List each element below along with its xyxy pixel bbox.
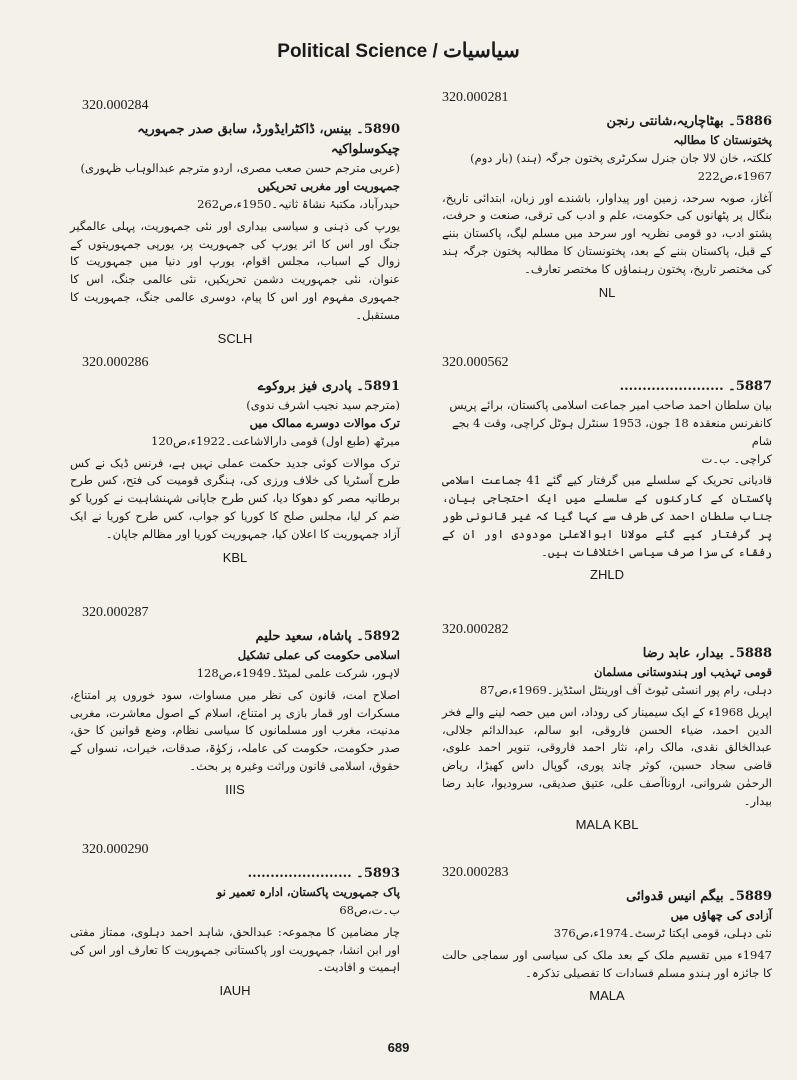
entry-publisher: لاہور، شرکت علمی لمیٹڈ۔1949ء،ص128 xyxy=(196,665,400,680)
entry-title: (مترجم سید نجیب اشرف ندوی) xyxy=(246,398,400,413)
entry-5891 xyxy=(70,355,400,565)
entry-publisher: کراچی۔ ب۔ت xyxy=(701,451,772,466)
library-code: MALA KBL xyxy=(575,816,639,832)
entry-heading: 5891۔ پادری فیز بروکوے xyxy=(257,379,400,394)
entry-publisher: کلکتہ، خان لالا جان جنرل سکرٹری پختون جرگہ (ہند) (بار دوم) xyxy=(470,150,772,165)
entry-5887 xyxy=(442,355,772,582)
entry-heading: 5888۔ بیدار، عابد رضا xyxy=(642,646,772,661)
entry-publisher: ترک موالات دوسرے ممالک میں xyxy=(249,415,400,430)
entry-publisher: دہلی، رام پور انسٹی ٹیوٹ آف اورینٹل اسٹڈیز۔1969ء،ص87 xyxy=(479,682,772,697)
entry-heading: 5893۔ ....................... xyxy=(247,866,400,881)
entry-5889 xyxy=(442,865,772,1003)
entry-title: (عربی مترجم حسن صعب مصری، اردو مترجم عبدالوہاب ظہوری) xyxy=(80,161,400,176)
entry-abstract: آغاز، صوبہ سرحد، زمین اور پیداوار، باشندے اور زبان، ابتدائی تاریخ، بنگال پر پٹھانوں کی حکومت، علم و ادب کی ترقی، صنعت و حرفت، پشتو ادب، دو قومی نظریہ اور سرحد میں مسلم لیگ، پاکستان بننے کے قبل، پاکستان بننے کے بعد، پختونستان کا مطالبہ پختون جرگہ ہند کی مختصر تاریخ، پختون رہنماؤں کا مختصر تعارف۔ xyxy=(442,190,772,276)
entry-year: میرٹھ (طبع اول) قومی دارالاشاعت۔1922ء،ص120 xyxy=(151,433,400,448)
library-code: MALA xyxy=(589,988,625,1004)
entry-heading: 5886۔ بھٹاچاریہ،شانتی رنجن xyxy=(606,114,772,129)
entry-heading: 5890۔ بینس، ڈاکٹرایڈورڈ، سابق صدر جمہوریہ چیکوسلواکیہ xyxy=(137,122,400,158)
entry-abstract: یورپ کی ذہنی و سیاسی بیداری اور نئی جمہوریت، پہلی عالمگیر جنگ اور اس کا اثر یورپ کی جمہوریت پر، یورپی جمہوریتوں کے زوال کے اسباب، مجلس اقوام، یورپ اور دنیا میں جمہوریت کا عنوان، نئی جمہوریت دشمن تحریکیں، نئی عالمی جنگ، اس کا جمہوری مفہوم اور اس کا پیام، دوسری عالمی جنگ، جمہوریت کا مستقبل۔ xyxy=(70,218,400,322)
page-number: 689 xyxy=(387,1040,410,1055)
entry-abstract: 1947ء میں تقسیم ملک کے بعد ملک کی سیاسی اور سماجی حالت کا جائزہ اور ہندو مسلم فسادات کا تفصیلی تذکرہ۔ xyxy=(442,947,772,980)
header-title-ur: سیاسیات xyxy=(443,38,520,62)
entry-title: قومی تہذیب اور ہندوستانی مسلمان xyxy=(594,665,772,680)
entry-year: حیدرآباد، مکتبۂ نشاۃ ثانیہ۔1950ء،ص262 xyxy=(197,196,400,211)
entry-abstract: قادیانی تحریک کے سلسلے میں گرفتار کیے گئے 41 جماعت اسلامی پاکستان کے کارکنوں کے سلسلے میں ایک احتجاجی بیان، جناب سلطان احمد کی طرف سے کہا گیا کہ غیر قانونی طور پر گرفتار کیے گئے مولانا ابوالاعلیٰ مودودی اور ان کے رفقاء کی سزا صرف سیاسی اختلافات ہیں۔ xyxy=(442,473,772,559)
accession-number: 320.000283 xyxy=(442,865,509,880)
entry-5892 xyxy=(70,605,400,797)
entry-publisher: نئی دہلی، قومی ایکتا ٹرسٹ۔1974ء،ص376 xyxy=(553,925,772,940)
library-code: IAUH xyxy=(219,983,251,999)
entry-5893 xyxy=(70,842,400,998)
entry-publisher: ب۔ت،ص68 xyxy=(339,902,400,917)
library-code: SCLH xyxy=(217,330,253,346)
library-code: ZHLD xyxy=(590,567,624,583)
entry-abstract: اپریل 1968ء کے ایک سیمینار کی روداد، اس میں حصہ لینے والے فخر الدین احمد، ضیاء الحسن فاروقی، ابو سالم، عبدالدائم جلالی، عبدالخالق نقدی، مالک رام، نثار احمد فاروقی، تنویر احمد علوی، قاضی سجاد حسین، کوثر چاند پوری، گوپال داس کھیڑا، ریاض الرحمٰن شروانی، اروناآصف علی، عتیق صدیقی، سرودیوا، عابد رضا بیدار۔ xyxy=(442,704,772,808)
entry-title: آزادی کی چھاؤں میں xyxy=(670,908,772,923)
accession-number: 320.000287 xyxy=(82,605,149,620)
entry-title: بیان سلطان احمد صاحب امیر جماعت اسلامی پاکستان، برائے پریس کانفرنس منعقدہ 18 جون، 1953 سنٹرل ہوٹل کراچی، وقت 4 بجے شام xyxy=(449,398,772,448)
accession-number: 320.000286 xyxy=(82,355,149,370)
accession-number: 320.000282 xyxy=(442,622,509,637)
accession-number: 320.000562 xyxy=(442,355,509,370)
entry-publisher: جمہوریت اور مغربی تحریکیں xyxy=(257,179,400,194)
entry-heading: 5887۔ ....................... xyxy=(619,379,772,394)
library-code: NL xyxy=(598,284,616,300)
library-code: KBL xyxy=(222,549,248,565)
entry-year: 1967ء،ص222 xyxy=(697,168,772,183)
entry-heading: 5892۔ پاشاہ، سعید حلیم xyxy=(255,629,400,644)
entry-abstract: اصلاح امت، قانون کی نظر میں مساوات، سود خوروں پر امتناع، مسکرات اور قمار بازی پر امتناع، اسلام کے اصول معاشرت، مغربی مدنیت، مغرب اور مسلمانوں کا سیاسی نظام، وضع قوانین کا حق، صدر حکومت، حکومت کی عاملہ، زکوٰۃ، صدقات، خیرات، نسواں کے حقوق، اسلامی قانون وراثت وغیرہ پر بحث۔ xyxy=(70,687,400,774)
entry-abstract: ترک موالات کوئی جدید حکمت عملی نہیں ہے، فرنس ڈیک نے کس طرح آسٹریا کی خلاف ورزی کی، ہنگری قومیت کی فتح، کس طرح برطانیہ مصر کو دھوکا دیا، کس طرح جاپانی شہنشاہیت نے کوریا کو ضم کر لیا، مجلس صلح کا کوریا کو جواب، کس طرح کوریا نے ایک آزاد جمہوریت کا اعلان کیا، جمہوریت کوریا اور مظالم جاپان۔ xyxy=(70,455,400,541)
entry-title: پختونستان کا مطالبہ xyxy=(673,133,772,148)
header-title-en: Political Science / xyxy=(277,41,438,62)
accession-number: 320.000281 xyxy=(442,90,509,105)
page-header xyxy=(0,38,797,63)
entry-5890 xyxy=(70,98,400,346)
accession-number: 320.000290 xyxy=(82,842,149,857)
entry-title: پاک جمہوریت پاکستان، ادارہ تعمیر نو xyxy=(216,885,400,900)
entry-5886 xyxy=(442,90,772,300)
entry-abstract: چار مضامین کا مجموعہ: عبدالحق، شاہد احمد دہلوی، ممتاز مفتی اور ابن انشا، جمہوریت اور پاکستانی جمہوریت کا تعارف اور اس کی اہمیت و افادیت۔ xyxy=(70,924,400,975)
accession-number: 320.000284 xyxy=(82,98,149,113)
library-code: IIIS xyxy=(225,781,245,797)
entry-5888 xyxy=(442,622,772,832)
entry-title: اسلامی حکومت کی عملی تشکیل xyxy=(237,648,400,663)
entry-heading: 5889۔ بیگم انیس قدوائی xyxy=(626,889,772,904)
